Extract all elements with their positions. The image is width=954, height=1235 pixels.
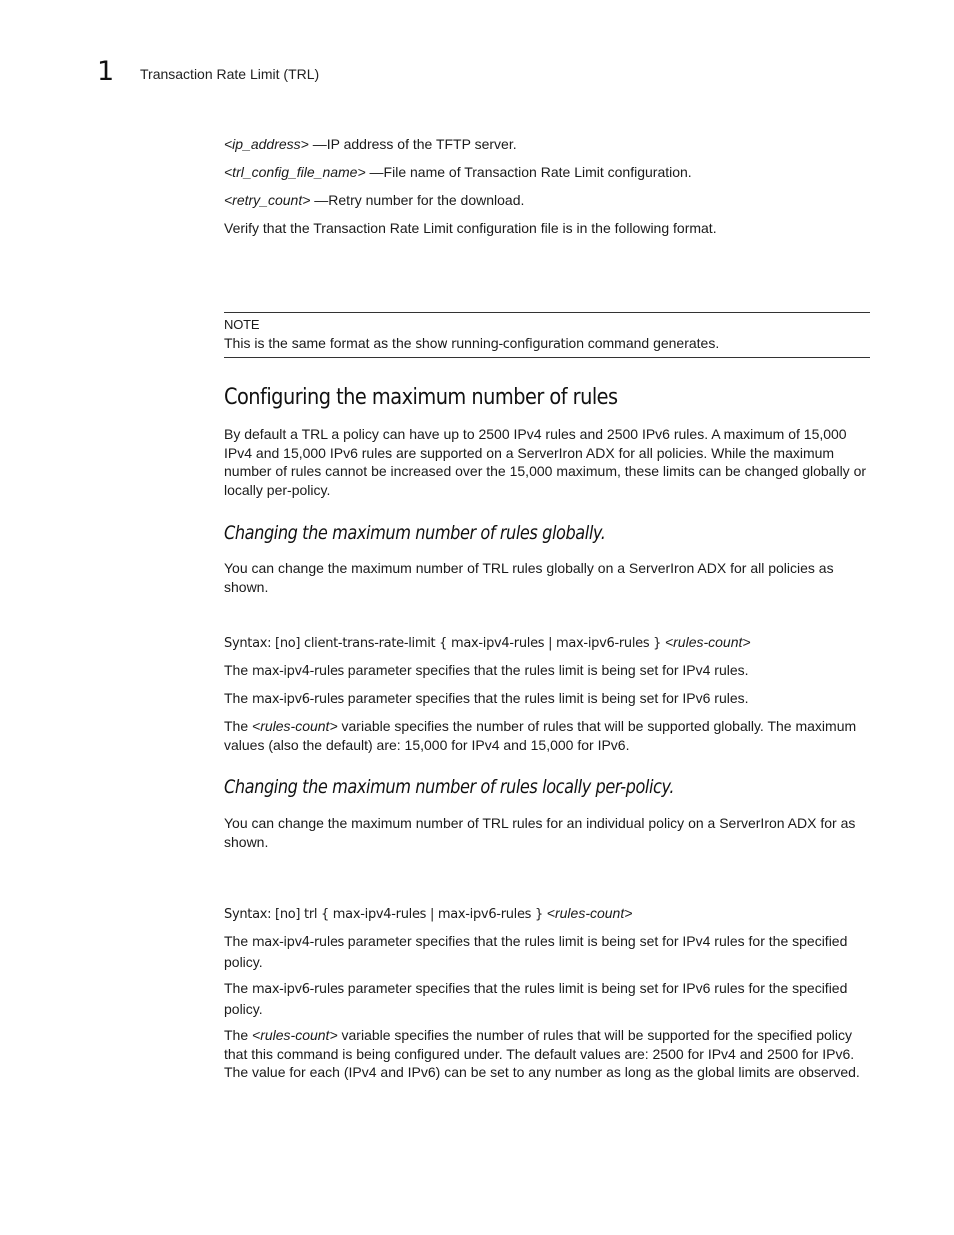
global-p3: The <rules-count> variable specifies the number of rules that will be supported globally. The maximum values (also the default) are: 15,000 for IPv4 and 15,000 for IPv6.: [224, 718, 857, 753]
note-command: show running-configuration: [415, 337, 584, 352]
global-p1: The max-ipv4-rules parameter specifies that the rules limit is being set for IPv4 rules.: [224, 662, 749, 679]
global-syntax: Syntax: [no] client-trans-rate-limit { max-ipv4-rules | max-ipv6-rules } <rules-count>: [224, 634, 751, 651]
param-trl-config-file-name: <trl_config_file_name> —File name of Transaction Rate Limit configuration.: [224, 164, 692, 180]
verify-paragraph: Verify that the Transaction Rate Limit configuration file is in the following format.: [224, 220, 717, 236]
keyword: max-ipv6-rules: [252, 692, 344, 707]
chapter-number: 1: [97, 56, 115, 87]
local-p1: The max-ipv4-rules parameter specifies that the rules limit is being set for IPv4 rules for the specified policy.: [224, 933, 848, 970]
note-text: This is the same format as the show running-configuration command generates.: [224, 335, 720, 352]
keyword: max-ipv4-rules: [252, 664, 344, 679]
local-p3: The <rules-count> variable specifies the number of rules that will be supported for the specified policy that this command is being configured under. The default values are: 2500 for IPv4 and 2500 for IPv6. The value for each (IPv4 and IPv6) can be set to any number as long as the global limits are observed.: [224, 1027, 860, 1081]
section-intro: By default a TRL a policy can have up to 2500 IPv4 rules and 2500 IPv6 rules. A maximum of 15,000 IPv4 and 15,000 IPv6 rules are supported on a ServerIron ADX for all policies. While the maximum number of rules cannot be increased over the 15,000 maximum, these limits can be changed globally or locally per-policy.: [224, 426, 867, 498]
local-p2: The max-ipv6-rules parameter specifies that the rules limit is being set for IPv6 rules for the specified policy.: [224, 980, 848, 1017]
param-ip-address: <ip_address> —IP address of the TFTP server.: [224, 136, 517, 152]
param-retry-count: <retry_count> —Retry number for the download.: [224, 192, 525, 208]
global-intro: You can change the maximum number of TRL rules globally on a ServerIron ADX for all policies as shown.: [224, 560, 834, 595]
subheading-global: Changing the maximum number of rules globally.: [224, 522, 606, 544]
note-label: NOTE: [224, 317, 260, 332]
subheading-local: Changing the maximum number of rules locally per-policy.: [224, 776, 675, 798]
global-p2: The max-ipv6-rules parameter specifies that the rules limit is being set for IPv6 rules.: [224, 690, 749, 707]
chapter-title: Transaction Rate Limit (TRL): [140, 66, 320, 82]
section-heading: Configuring the maximum number of rules: [224, 385, 618, 410]
local-syntax: Syntax: [no] trl { max-ipv4-rules | max-ipv6-rules } <rules-count>: [224, 905, 633, 922]
keyword: max-ipv6-rules: [252, 982, 344, 997]
keyword: max-ipv4-rules: [252, 935, 344, 950]
local-intro: You can change the maximum number of TRL rules for an individual policy on a ServerIron ADX for as shown.: [224, 815, 856, 850]
note-box: [224, 312, 870, 358]
